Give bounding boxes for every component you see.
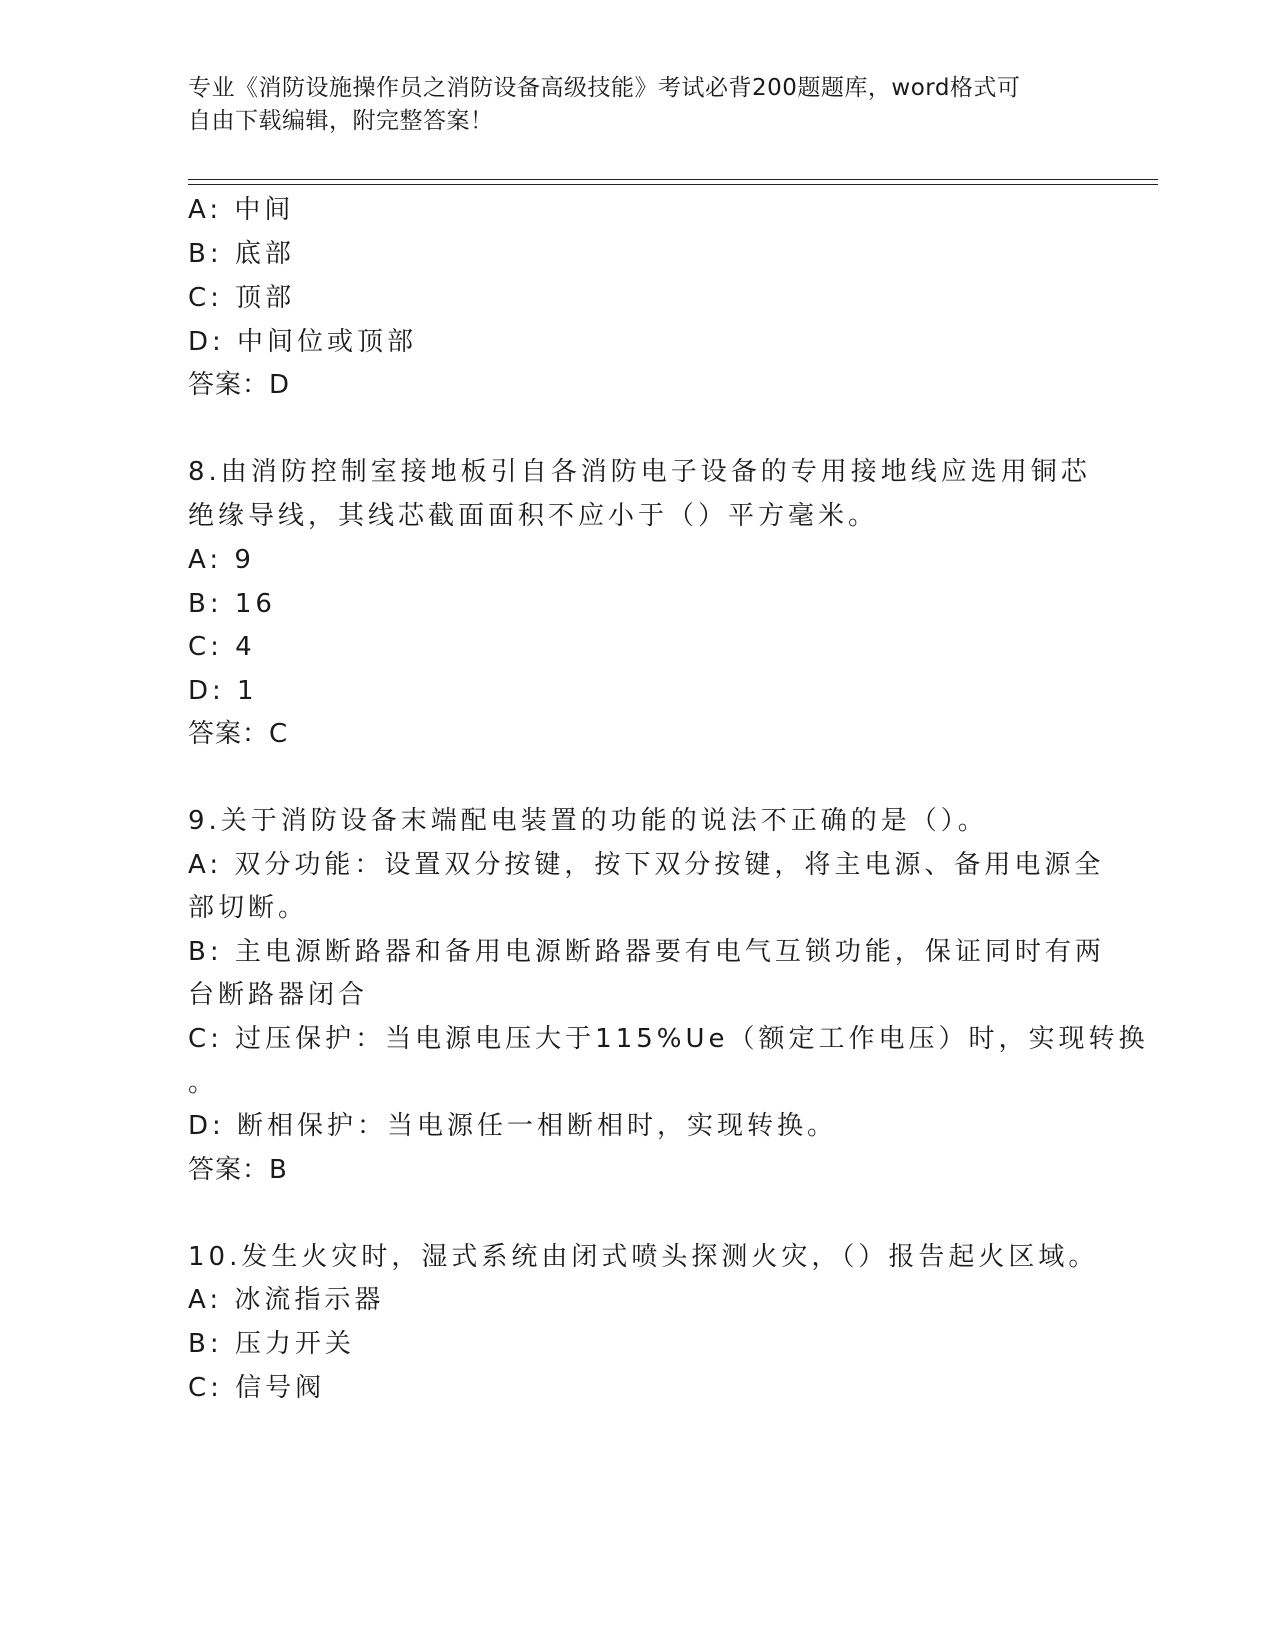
header-divider-bottom: [188, 184, 1158, 185]
header-divider-top: [188, 179, 1158, 180]
q8-option-d: D: 1: [188, 676, 258, 706]
q7-answer: 答案：D: [188, 370, 291, 400]
q9-answer: 答案：B: [188, 1155, 288, 1185]
q8-stem-line-1: 8.由消防控制室接地板引自各消防电子设备的专用接地线应选用铜芯: [188, 457, 1091, 487]
q9-option-d: D: 断相保护：当电源任一相断相时，实现转换。: [188, 1111, 838, 1141]
q9-option-c-line-1: C: 过压保护：当电源电压大于115%Ue（额定工作电压）时，实现转换: [188, 1024, 1149, 1054]
q8-option-b: B: 16: [188, 589, 276, 619]
q7-option-b: B: 底部: [188, 239, 295, 269]
header-line-1: 专业《消防设施操作员之消防设备高级技能》考试必背200题题库，word格式可: [188, 75, 1021, 101]
q8-stem-line-2: 绝缘导线，其线芯截面面积不应小于（）平方毫米。: [188, 501, 879, 531]
q10-stem: 10.发生火灾时，湿式系统由闭式喷头探测火灾，（）报告起火区域。: [188, 1242, 1099, 1272]
q8-option-a: A: 9: [188, 545, 255, 575]
q9-option-a-line-2: 部切断。: [188, 893, 309, 923]
q8-option-c: C: 4: [188, 632, 256, 662]
document-header: [188, 72, 1088, 138]
q10-option-b: B: 压力开关: [188, 1329, 355, 1359]
q9-stem: 9.关于消防设备末端配电装置的功能的说法不正确的是（）。: [188, 806, 988, 836]
q8-answer: 答案：C: [188, 719, 289, 749]
q7-option-d: D: 中间位或顶部: [188, 327, 418, 357]
q9-option-b-line-1: B: 主电源断路器和备用电源断路器要有电气互锁功能，保证同时有两: [188, 937, 1105, 967]
q7-option-a: A: 中间: [188, 195, 295, 225]
q9-option-b-line-2: 台断路器闭合: [188, 980, 369, 1010]
q9-option-c-line-2: 。: [188, 1068, 219, 1098]
q10-option-c: C: 信号阀: [188, 1373, 326, 1403]
q10-option-a: A: 冰流指示器: [188, 1285, 385, 1315]
header-line-2: 自由下载编辑，附完整答案！: [188, 108, 494, 134]
q9-option-a-line-1: A: 双分功能：设置双分按键，按下双分按键，将主电源、备用电源全: [188, 850, 1105, 880]
q7-option-c: C: 顶部: [188, 283, 296, 313]
